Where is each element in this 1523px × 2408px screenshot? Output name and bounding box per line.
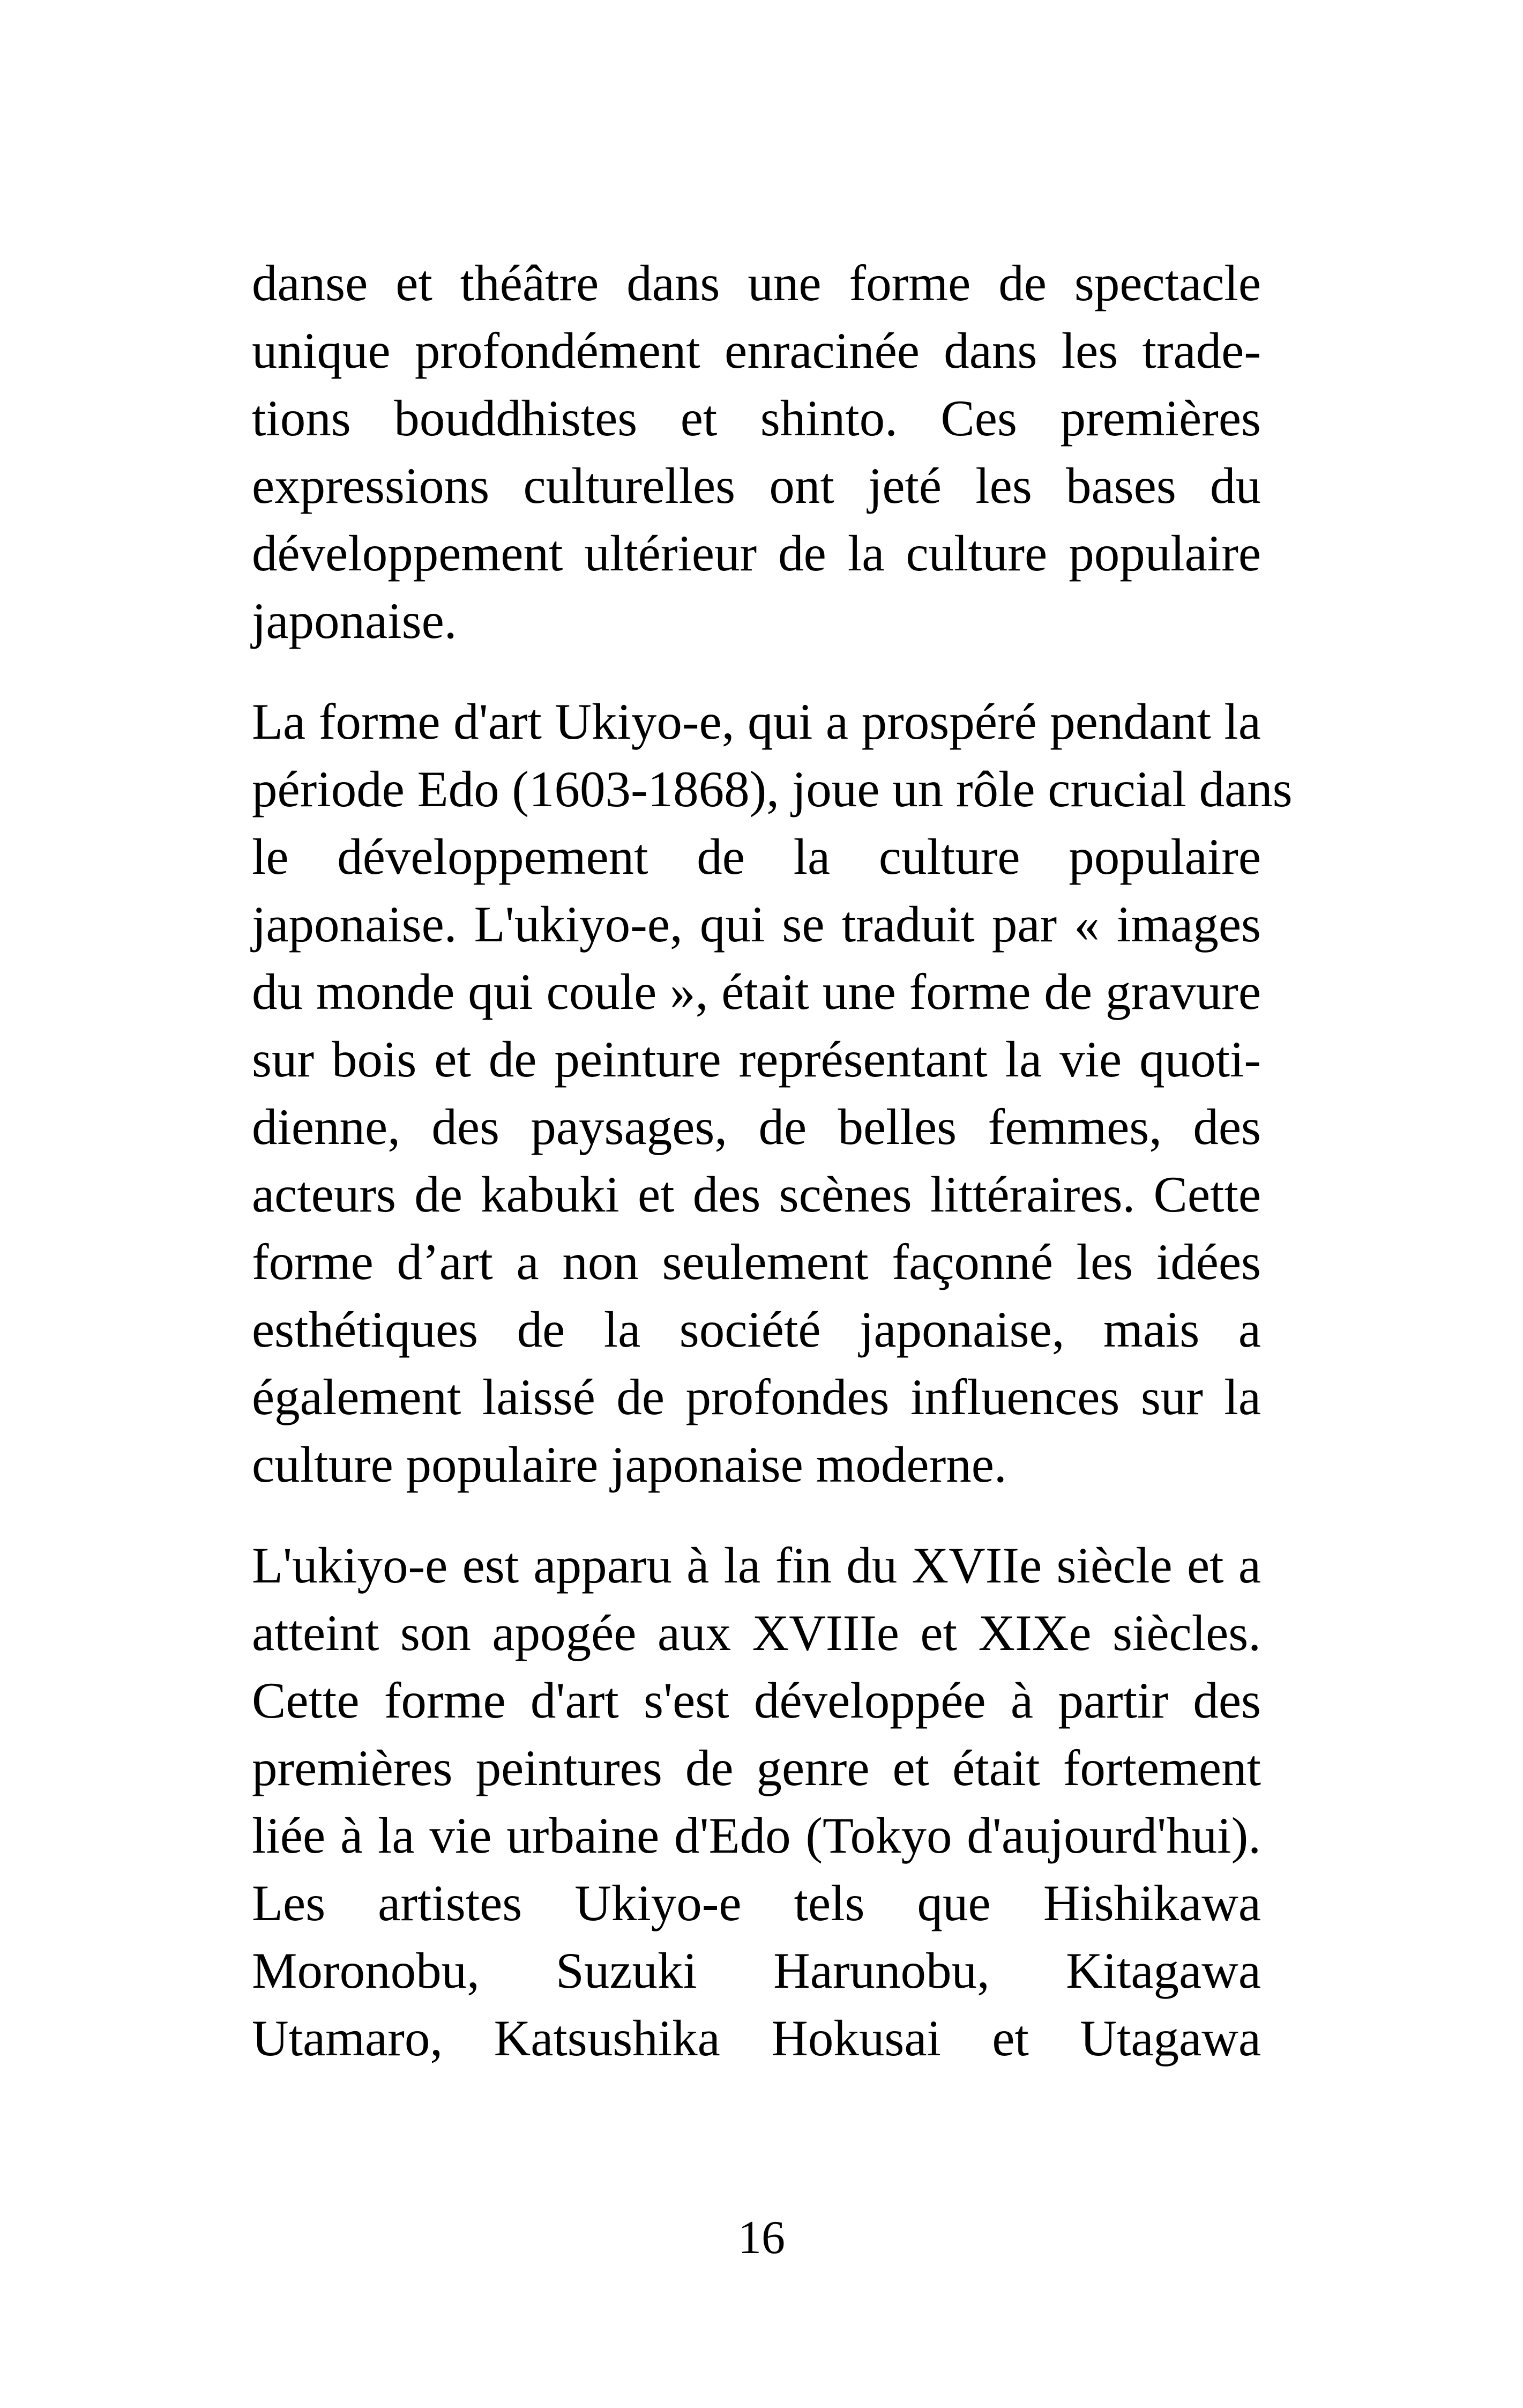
text-line: japonaise. — [252, 592, 457, 649]
text-line: premières peintures de genre et était fortement — [252, 1740, 1261, 1796]
paragraph-3 — [252, 1532, 1261, 2072]
text-line: sur bois et de peinture représentant la vie quoti- — [252, 1031, 1261, 1088]
text-line: le développement de la culture populaire — [252, 828, 1261, 885]
text-line: La forme d'art Ukiyo-e, qui a prospéré pendant la — [252, 693, 1261, 750]
body-text — [252, 249, 1293, 2072]
text-line: du monde qui coule », était une forme de gravure — [252, 963, 1261, 1020]
text-line: acteurs de kabuki et des scènes littéraires. Cette — [252, 1166, 1261, 1223]
page-number: 16 — [738, 2212, 785, 2264]
text-line: culture populaire japonaise moderne. — [252, 1436, 1007, 1493]
text-line: Cette forme d'art s'est développée à partir des — [252, 1672, 1261, 1729]
text-line: Moronobu, Suzuki Harunobu, Kitagawa — [252, 1942, 1261, 1999]
text-line: tions bouddhistes et shinto. Ces premières — [252, 390, 1261, 447]
text-line: forme d’art a non seulement façonné les idées — [252, 1233, 1261, 1290]
text-line: Les artistes Ukiyo-e tels que Hishikawa — [252, 1875, 1261, 1931]
text-line: esthétiques de la société japonaise, mais a — [252, 1301, 1261, 1358]
paragraph-1 — [252, 249, 1261, 655]
text-line: unique profondément enracinée dans les trade- — [252, 322, 1261, 379]
text-line: atteint son apogée aux XVIIIe et XIXe siècles. — [252, 1604, 1261, 1661]
text-line: L'ukiyo-e est apparu à la fin du XVIIe siècle et a — [252, 1537, 1261, 1594]
text-line: également laissé de profondes influences sur la — [252, 1369, 1261, 1425]
text-line: liée à la vie urbaine d'Edo (Tokyo d'aujourd'hui). — [252, 1807, 1261, 1864]
text-line: danse et théâtre dans une forme de spectacle — [252, 255, 1261, 311]
text-line: japonaise. L'ukiyo-e, qui se traduit par « images — [252, 896, 1261, 953]
text-line: période Edo (1603-1868), joue un rôle crucial dans — [252, 761, 1293, 817]
text-line: développement ultérieur de la culture populaire — [252, 525, 1261, 582]
text-line: dienne, des paysages, de belles femmes, des — [252, 1098, 1261, 1155]
text-line: Utamaro, Katsushika Hokusai et Utagawa — [252, 2010, 1261, 2067]
paragraph-2 — [252, 688, 1293, 1498]
text-line: expressions culturelles ont jeté les bases du — [252, 457, 1261, 514]
